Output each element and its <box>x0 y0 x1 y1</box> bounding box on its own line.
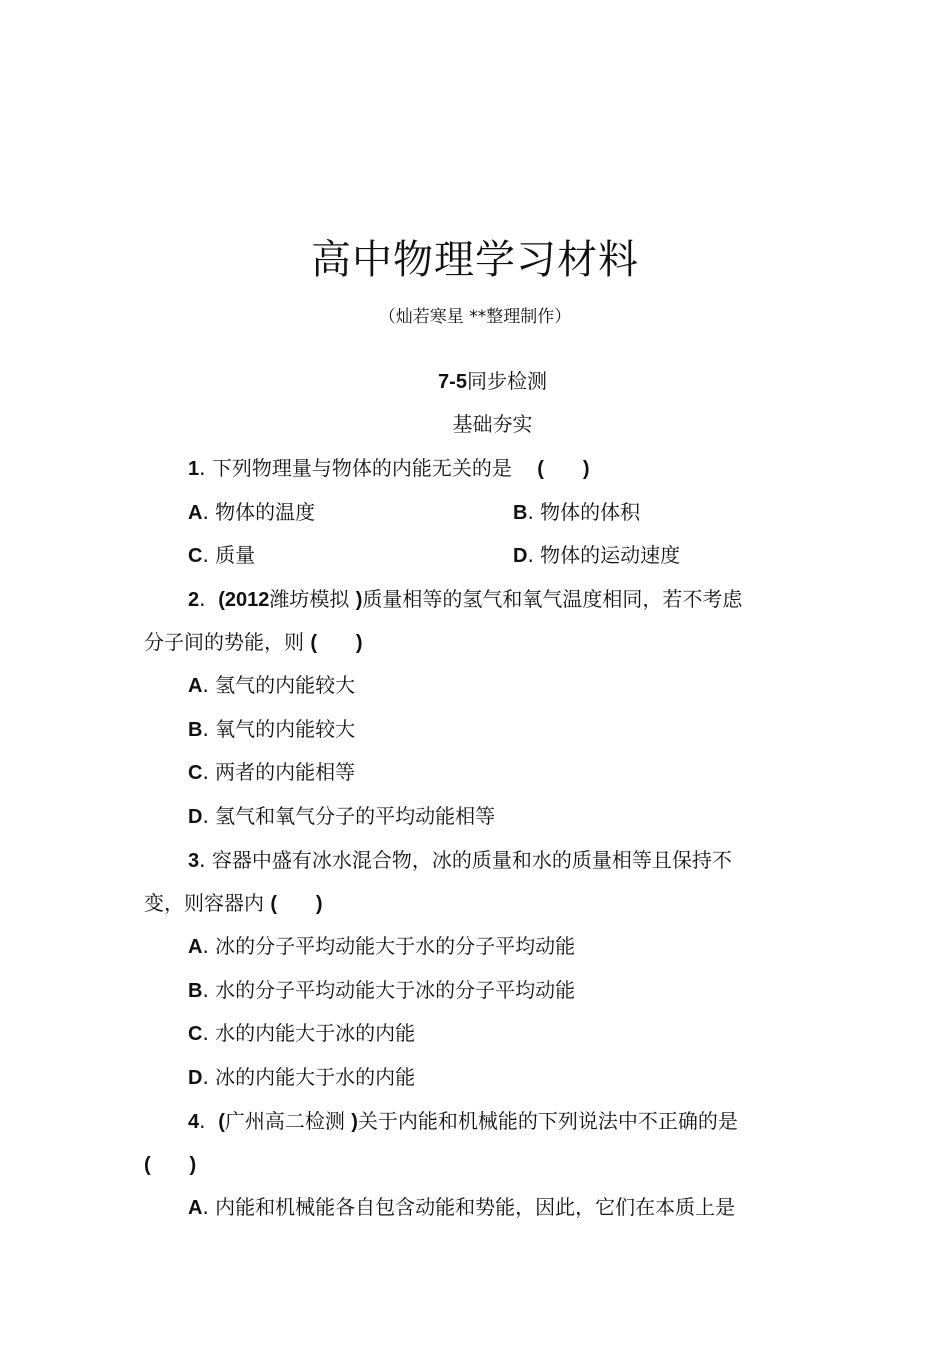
question-source: 广州高二检测 <box>224 1109 345 1133</box>
question-4-stem-line2 <box>144 1149 196 1180</box>
question-text: 容器中盛有冰水混合物，冰的质量和水的质量相等且保持不 <box>211 848 732 872</box>
question-4-stem-line1: 4. (广州高二检测 )关于内能和机械能的下列说法中不正确的是 <box>188 1109 738 1133</box>
option-letter: A <box>188 675 203 697</box>
question-1-option-a: A. 物体的温度 <box>188 500 316 524</box>
option-letter: B <box>188 719 203 741</box>
section-number: 7-5 <box>438 371 467 393</box>
option-text: 质量 <box>215 543 256 567</box>
question-source: 潍坊模拟 <box>269 587 350 611</box>
option-letter: D <box>188 806 203 828</box>
question-text: 关于内能和机械能的下列说法中不正确的是 <box>357 1109 738 1133</box>
question-3-option-d: D. 冰的内能大于水的内能 <box>188 1065 416 1089</box>
question-3-option-c: C. 水的内能大于冰的内能 <box>188 1021 416 1045</box>
question-3-stem-line2 <box>144 888 323 919</box>
option-text: 物体的体积 <box>540 500 641 524</box>
question-2-stem-line2 <box>144 627 363 658</box>
option-letter: C <box>188 545 203 567</box>
option-text: 水的分子平均动能大于冰的分子平均动能 <box>215 978 576 1002</box>
question-source-year: 2012 <box>224 589 270 611</box>
option-text: 冰的分子平均动能大于水的分子平均动能 <box>215 934 576 958</box>
answer-blank: ( ) <box>270 893 323 915</box>
answer-blank: ( ) <box>310 632 363 654</box>
option-letter: B <box>513 502 528 524</box>
option-text: 内能和机械能各自包含动能和势能，因此，它们在本质上是 <box>215 1195 736 1219</box>
question-text: 分子间的势能，则 <box>144 630 304 654</box>
answer-blank: ( ) <box>537 458 590 480</box>
question-1-option-b: B. 物体的体积 <box>513 500 641 524</box>
document-subtitle: （灿若寒星 **整理制作） <box>378 307 572 327</box>
option-letter: A <box>188 502 203 524</box>
section-title: 同步检测 <box>466 369 547 393</box>
option-letter: C <box>188 1023 203 1045</box>
question-3-option-a: A. 冰的分子平均动能大于水的分子平均动能 <box>188 934 576 958</box>
question-2-option-a: A. 氢气的内能较大 <box>188 673 356 697</box>
question-4-option-a: A. 内能和机械能各自包含动能和势能，因此，它们在本质上是 <box>188 1195 736 1219</box>
option-letter: C <box>188 762 203 784</box>
question-1-stem: 1. 下列物理量与物体的内能无关的是 ( ) <box>188 456 590 480</box>
subsection-heading: 基础夯实 <box>452 412 533 436</box>
question-2-option-b: B. 氧气的内能较大 <box>188 717 356 741</box>
question-1-option-c: C. 质量 <box>188 543 256 567</box>
question-2-option-c: C. 两者的内能相等 <box>188 760 356 784</box>
option-text: 两者的内能相等 <box>215 760 356 784</box>
answer-blank: ( ) <box>144 1154 197 1176</box>
document-title: 高中物理学习材料 <box>311 237 639 283</box>
option-text: 物体的运动速度 <box>540 543 681 567</box>
option-text: 冰的内能大于水的内能 <box>215 1065 416 1089</box>
option-letter: B <box>188 980 203 1002</box>
question-text: 变，则容器内 <box>144 891 264 915</box>
question-number: 4 <box>188 1111 200 1133</box>
question-2-stem-line1: 2. (2012潍坊模拟 )质量相等的氢气和氧气温度相同，若不考虑 <box>188 587 743 611</box>
question-3-option-b: B. 水的分子平均动能大于冰的分子平均动能 <box>188 978 576 1002</box>
question-number: 1 <box>188 458 200 480</box>
option-text: 氢气和氧气分子的平均动能相等 <box>215 804 496 828</box>
question-3-stem-line1: 3. 容器中盛有冰水混合物，冰的质量和水的质量相等且保持不 <box>188 848 732 872</box>
option-text: 氢气的内能较大 <box>215 673 356 697</box>
question-text: 下列物理量与物体的内能无关的是 <box>211 456 512 480</box>
question-1-option-d: D. 物体的运动速度 <box>513 543 681 567</box>
option-letter: D <box>188 1067 203 1089</box>
option-text: 水的内能大于冰的内能 <box>215 1021 416 1045</box>
question-number: 3 <box>188 850 200 872</box>
option-letter: A <box>188 936 203 958</box>
option-letter: A <box>188 1197 203 1219</box>
option-text: 物体的温度 <box>215 500 316 524</box>
option-letter: D <box>513 545 528 567</box>
option-text: 氧气的内能较大 <box>215 717 356 741</box>
question-2-option-d: D. 氢气和氧气分子的平均动能相等 <box>188 804 496 828</box>
question-number: 2 <box>188 589 200 611</box>
question-text: 质量相等的氢气和氧气温度相同，若不考虑 <box>362 587 743 611</box>
section-heading <box>0 366 950 397</box>
